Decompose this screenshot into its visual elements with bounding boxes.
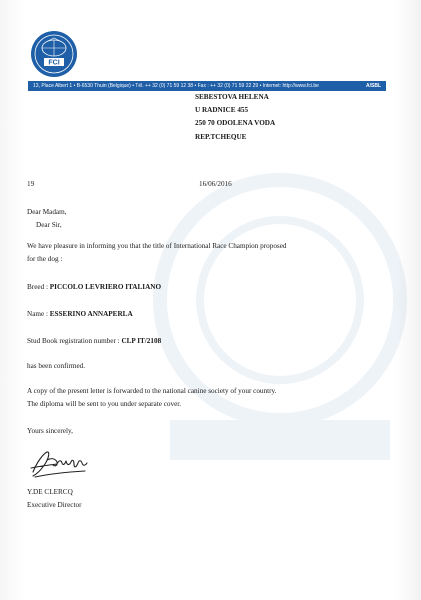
logo-text: FCI [48,59,60,67]
reference-number: 19 [27,180,35,188]
address-banner [28,81,386,91]
dog-name-label: Name : [27,310,48,318]
fci-logo [30,30,78,78]
signatory-name: Y.DE CLERCQ [27,488,73,496]
recipient-name: SEBESTOVA HELENA [195,93,269,101]
signatory-title: Executive Director [27,501,82,509]
ref-code: A/SBL [366,83,381,89]
closing: Yours sincerely, [27,427,73,435]
greeting-madam: Dear Madam, [27,208,67,216]
dog-name-line [27,310,133,318]
stud-book-value: CLP IT/2108 [121,337,162,345]
handwritten-signature [27,446,95,480]
copy-line-1: A copy of the present letter is forwarded to the national canine society of your country. [27,387,277,395]
greeting-sir: Dear Sir, [36,221,62,229]
letter-date: 16/06/2016 [199,180,232,188]
breed-line [27,283,161,291]
breed-value: PICCOLO LEVRIERO ITALIANO [49,283,162,291]
dog-name-value: ESSERINO ANNAPERLA [49,310,133,318]
breed-label: Breed : [27,283,48,291]
intro-line-2: for the dog : [27,255,63,263]
copy-line-2: The diploma will be sent to you under separate cover. [27,400,182,408]
recipient-block [195,91,275,144]
intro-line-1: We have pleasure in informing you that the title of International Race Champion proposed [27,242,287,250]
recipient-street: U RADNICE 455 [195,106,249,115]
stud-book-label: Stud Book registration number : [27,337,120,345]
recipient-city: 250 70 ODOLENA VODA [195,119,276,128]
address-text: 13, Place Albert 1 • B-6530 Thuin (Belgique) • Tél. ++ 32 (0) 71 59 12 38 • Fax : ++ 32 (0) 71 59 22 29 • Internet: http://www.fci.be [33,83,319,89]
stud-book-line [27,337,161,345]
confirmation-text: has been confirmed. [27,362,86,370]
recipient-country: REP.TCHEQUE [195,132,247,141]
watermark-emblem [150,150,410,480]
